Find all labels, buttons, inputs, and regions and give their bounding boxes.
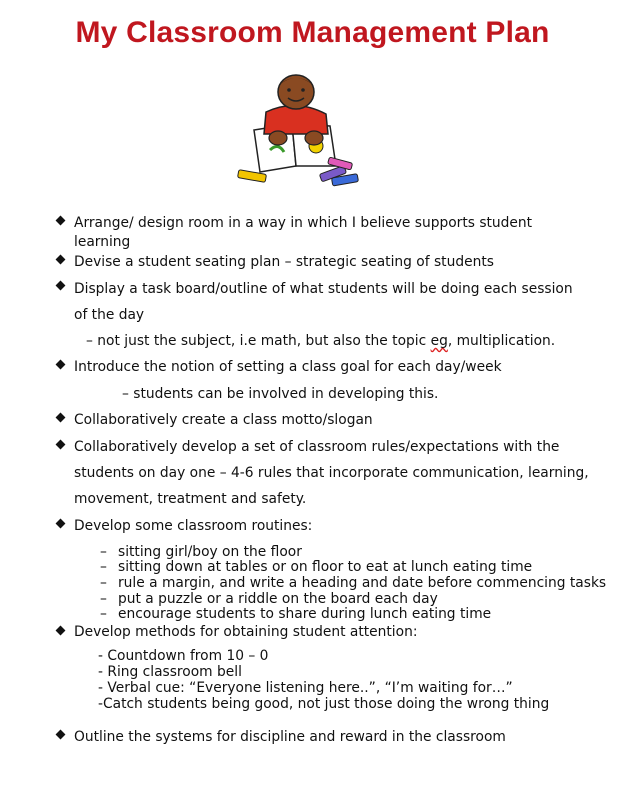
list-item-text: Outline the systems for discipline and reward in the classroom xyxy=(74,729,506,745)
bullet-diamond-icon xyxy=(56,730,66,740)
sub-item-text-part: – not just the subject, i.e math, but also the topic xyxy=(86,333,431,349)
list-item-text: Devise a student seating plan – strategic seating of students xyxy=(74,254,494,270)
bullet-diamond-icon xyxy=(56,360,66,370)
bullet-diamond-icon xyxy=(56,440,66,450)
bullet-diamond-icon xyxy=(56,255,66,265)
sub-item-text xyxy=(86,332,555,350)
list-item-text: Develop methods for obtaining student attention: xyxy=(74,624,418,640)
routine-dash: – xyxy=(100,591,107,607)
bullet-diamond-icon xyxy=(56,519,66,529)
bullet-diamond-icon xyxy=(56,281,66,291)
sub-item-text-part: , multiplication. xyxy=(447,333,556,349)
list-item-text: of the day xyxy=(74,307,145,323)
list-item-text: Display a task board/outline of what students will be doing each session xyxy=(74,281,573,297)
attention-item-text: - Ring classroom bell xyxy=(98,664,242,680)
bullet-diamond-icon xyxy=(56,413,66,423)
bullet-diamond-icon xyxy=(56,626,66,636)
routine-dash: – xyxy=(100,575,107,591)
routine-dash: – xyxy=(100,559,107,575)
list-item-text: Introduce the notion of setting a class goal for each day/week xyxy=(74,359,502,375)
sub-item-text: – students can be involved in developing this. xyxy=(122,386,439,402)
list-item-text: Collaboratively develop a set of classroom rules/expectations with the xyxy=(74,439,560,455)
list-item-text: Develop some classroom routines: xyxy=(74,518,313,534)
routine-dash: – xyxy=(100,544,107,560)
routine-item-text: encourage students to share during lunch eating time xyxy=(118,606,492,622)
routine-item-text: sitting down at tables or on floor to eat at lunch eating time xyxy=(118,559,533,575)
routine-item-text: put a puzzle or a riddle on the board each day xyxy=(118,591,438,607)
list-item-text: Collaboratively create a class motto/slogan xyxy=(74,412,373,428)
list-item-text: students on day one – 4-6 rules that incorporate communication, learning, xyxy=(74,465,589,481)
routine-dash: – xyxy=(100,606,107,622)
routine-item-text: rule a margin, and write a heading and date before commencing tasks xyxy=(118,575,607,591)
list-item-text: movement, treatment and safety. xyxy=(74,491,307,507)
attention-item-text: -Catch students being good, not just those doing the wrong thing xyxy=(98,696,550,712)
attention-item-text: - Verbal cue: “Everyone listening here..”, “I’m waiting for…” xyxy=(98,680,513,696)
routine-item-text: sitting girl/boy on the floor xyxy=(118,544,302,560)
sub-item-text-part: eg xyxy=(430,333,448,349)
list-item-text: Arrange/ design room in a way in which I believe supports student xyxy=(74,215,533,231)
page-title: My Classroom Management Plan xyxy=(75,16,550,49)
attention-item-text: - Countdown from 10 – 0 xyxy=(98,648,269,664)
bullet-diamond-icon xyxy=(56,216,66,226)
child-drawing-with-crayons-icon xyxy=(232,68,360,196)
list-item-text: learning xyxy=(74,234,131,250)
